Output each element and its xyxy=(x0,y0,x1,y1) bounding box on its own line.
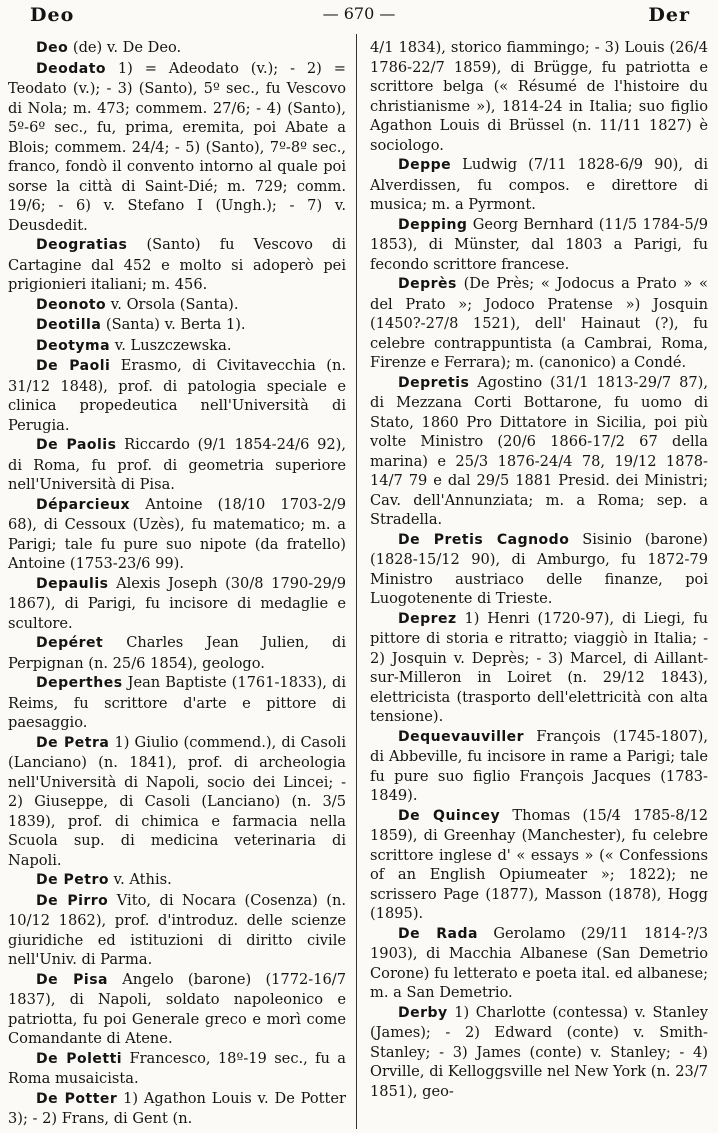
entry-text: Antoine (18/10 1703-2/9 68), di Cessoux (Uzès), fu matematico; m. a Parigi; tale fu pure suo nipote (da fratello) Antoine (1753-23/6 99). xyxy=(8,495,346,572)
entry-headword: De Petro xyxy=(36,872,109,888)
entry-text: Angelo (barone) (1772-16/7 1837), di Napoli, soldato napoleonico e patriotta, fu poi Generale greco e morì come Comandante di Atene. xyxy=(8,970,346,1047)
entry-text: (de) v. De Deo. xyxy=(68,39,182,56)
dictionary-entry xyxy=(8,870,346,891)
entry-text: Agostino (31/1 1813-29/7 87), di Mezzana Corti Bottarone, fu uomo di Stato, 1860 Pro Dittatore in Sicilia, poi più volte Ministro (20/6 1866-17/2 67 della marina) e 25/3 1876-24/4 78, 19/12 1878-14/7 79 e dal 29/5 1881 Presid. dei Ministri; Cav. dell'Annunziata; m. a Roma; sep. a Stradella. xyxy=(370,373,708,528)
dictionary-entry xyxy=(8,733,346,871)
entry-headword: De Rada xyxy=(398,925,478,942)
entry-text: 1) Giulio (commend.), di Casoli (Lanciano) (n. 1841), prof. di archeologia nell'Università di Napoli, socio dei Lincei; - 2) Giuseppe, di Casoli (Lanciano) (n. 3/5 1839), prof. di chimica e farmacia nella Scuola sup. di medicina veterinaria di Napoli. xyxy=(8,733,346,869)
running-head-right: Der xyxy=(648,4,690,26)
dictionary-entry xyxy=(370,727,708,806)
entry-headword: Deonoto xyxy=(36,296,107,313)
dictionary-entry xyxy=(370,609,708,727)
dictionary-entry xyxy=(370,924,708,1003)
entry-text: 4/1 1834), storico fiammingo; - 3) Louis (26/4 1786-22/7 1859), di Brügge, fu patriotta e scrittore belga (« Résumé de l'histoire du christianisme »), 1814-24 in Italia; suo figlio Agathon Louis di Brüssel (n. 11/11 1827) è sociologo. xyxy=(370,39,708,154)
entry-text: (Santa) v. Berta 1). xyxy=(101,316,246,333)
entry-text: 1) Henri (1720-97), di Liegi, fu pittore di storia e ritratto; viaggiò in Italia; - 2) Josquin v. Deprès; - 3) Marcel, di Aillant-sur-Milleron in Loiret (n. 29/12 1843), elettricista (trasporto dell'elettricità con alta tensione). xyxy=(370,609,708,725)
entry-headword: De Quincey xyxy=(398,807,501,824)
entry-headword: De Paolis xyxy=(36,437,117,453)
dictionary-entry xyxy=(8,970,346,1049)
entry-headword: De Pisa xyxy=(36,971,108,988)
entry-text: Georg Bernhard (11/5 1784-5/9 1853), di Münster, dal 1803 a Parigi, fu fecondo scrittore francese. xyxy=(370,215,708,273)
entry-headword: Depping xyxy=(398,216,468,233)
dictionary-entry xyxy=(8,1089,346,1129)
entry-text: Sisinio (barone) (1828-15/12 90), di Amburgo, fu 1872-79 Ministro austriaco delle finanze, poi Luogotenente di Trieste. xyxy=(370,530,708,607)
entry-text: Vito, di Nocara (Cosenza) (n. 10/12 1862), prof. d'introduz. delle scienze giuridiche ed istituzioni di diritto civile nell'Univ. di Parma. xyxy=(8,891,346,968)
dictionary-entry xyxy=(370,1003,708,1102)
entry-headword: Deodato xyxy=(36,60,107,77)
entry-headword: Depéret xyxy=(36,635,104,651)
entry-text: 1) = Adeodato (v.); - 2) = Teodato (v.); - 3) (Santo), 5º sec., fu Vescovo di Nola; m. 473; commem. 27/6; - 4) (Santo), 5º-6º sec., fu, prima, eremita, poi Abate a Blois; commem. 24/4; - 5) (Santo), 7º-8º sec., franco, fondò il convento intorno al quale poi sorse la città di Saint-Dié; m. 729; comm. 19/6; - 6) v. Stefano I (Ungh.); - 7) v. Deusdedit. xyxy=(8,59,346,234)
dictionary-entry xyxy=(370,155,708,215)
dictionary-entry xyxy=(8,633,346,673)
entry-text: François (1745-1807), di Abbeville, fu incisore in rame a Parigi; tale fu pure suo figlio François Jacques (1783-1849). xyxy=(370,727,708,804)
column-divider xyxy=(356,34,357,1129)
entry-headword: Dequevauviller xyxy=(398,728,525,745)
entry-text: Erasmo, di Civitavecchia (n. 31/12 1848), prof. di patologia speciale e clinica propedeutica nell'Università di Perugia. xyxy=(8,357,346,434)
entry-headword: Deprez xyxy=(398,610,457,627)
left-column xyxy=(8,38,346,1129)
entry-headword: De Paoli xyxy=(36,358,111,374)
entry-headword: Deo xyxy=(36,40,69,56)
entry-headword: Deogratias xyxy=(36,237,128,253)
dictionary-entry xyxy=(8,1049,346,1089)
entry-text: Ludwig (7/11 1828-6/9 90), di Alverdissen, fu compos. e direttore di musica; m. a Pyrmont. xyxy=(370,156,708,213)
entry-headword: Deotilla xyxy=(36,317,102,333)
entry-headword: Depaulis xyxy=(36,575,109,592)
entry-text: v. Athis. xyxy=(108,871,172,888)
entry-text: 1) Agathon Louis v. De Potter 3); - 2) Frans, di Gent (n. xyxy=(8,1089,346,1127)
entry-headword: Deotyma xyxy=(36,337,111,354)
entry-headword: Depretis xyxy=(398,374,470,391)
dictionary-entry xyxy=(8,356,346,435)
entry-text: Alexis Joseph (30/8 1790-29/9 1867), di Parigi, fu incisore di medaglie e scultore. xyxy=(8,574,346,632)
entry-text: 1) Charlotte (contessa) v. Stanley (James); - 2) Edward (conte) v. Smith-Stanley; - 3) James (conte) v. Stanley; - 4) Orville, di Kelloggsville nel New York (n. 23/7 1851), geo- xyxy=(370,1003,708,1100)
entry-text: Gerolamo (29/11 1814-?/3 1903), di Macchia Albanese (San Demetrio Corone) fu letterato e poeta ital. ed albanese; m. a San Demetrio. xyxy=(370,924,708,1001)
entry-headword: De Poletti xyxy=(36,1050,123,1067)
dictionary-entry xyxy=(8,435,346,495)
entry-headword: Déparcieux xyxy=(36,496,131,513)
dictionary-entry xyxy=(8,336,346,357)
entry-headword: De Potter xyxy=(36,1090,118,1107)
dictionary-entry xyxy=(370,373,708,530)
entry-text: Jean Baptiste (1761-1833), di Reims, fu scrittore d'arte e pittore di paesaggio. xyxy=(8,674,346,731)
entry-text: Riccardo (9/1 1854-24/6 92), di Roma, fu prof. di geometria superiore nell'Università di Pisa. xyxy=(8,436,346,493)
dictionary-entry xyxy=(8,315,346,336)
dictionary-entry xyxy=(8,235,346,295)
entry-text: v. Luszczewska. xyxy=(110,336,232,354)
dictionary-entry xyxy=(370,38,708,155)
entry-text: Thomas (15/4 1785-8/12 1859), di Greenhay (Manchester), fu celebre scrittore inglese d' « essays » (« Confessions of an English Opiumeater »; 1822); ne scrissero Page (1877), Masson (1878), Hogg (1895). xyxy=(370,806,708,922)
dictionary-entry xyxy=(8,295,346,316)
dictionary-entry xyxy=(8,673,346,733)
entry-text: (De Près; « Jodocus a Prato » « del Prato »; Jodoco Pratense ») Josquin (1450?-27/8 1521), dell' Hainaut (?), fu celebre contrappuntista (a Cambrai, Roma, Firenze e Ferrara); m. (canonico) a Condé. xyxy=(370,275,708,371)
dictionary-entry xyxy=(8,891,346,970)
entry-headword: Derby xyxy=(398,1004,448,1021)
entry-headword: Deprès xyxy=(398,276,457,292)
running-head-left: Deo xyxy=(30,4,75,26)
entry-headword: De Pirro xyxy=(36,892,109,909)
entry-headword: Deppe xyxy=(398,157,452,173)
dictionary-entry xyxy=(8,574,346,634)
entry-text: Francesco, 18º-19 sec., fu a Roma musaicista. xyxy=(8,1049,346,1087)
dictionary-entry xyxy=(370,274,708,373)
entry-text: Charles Jean Julien, di Perpignan (n. 25/6 1854), geologo. xyxy=(8,634,346,672)
dictionary-entry xyxy=(8,38,346,59)
page-number: — 670 — xyxy=(322,4,396,23)
right-column xyxy=(370,38,708,1101)
entry-text: (Santo) fu Vescovo di Cartagine dal 452 e molto si adoperò pei prigionieri italiani; m. 456. xyxy=(8,236,346,293)
dictionary-entry xyxy=(8,495,346,574)
dictionary-entry xyxy=(370,530,708,609)
dictionary-entry xyxy=(8,59,346,236)
entry-text: v. Orsola (Santa). xyxy=(106,295,239,313)
entry-headword: Deperthes xyxy=(36,675,123,691)
page-header xyxy=(0,0,718,34)
dictionary-entry xyxy=(370,806,708,924)
entry-headword: De Petra xyxy=(36,734,110,751)
entry-headword: De Pretis Cagnodo xyxy=(398,531,570,548)
dictionary-entry xyxy=(370,215,708,275)
